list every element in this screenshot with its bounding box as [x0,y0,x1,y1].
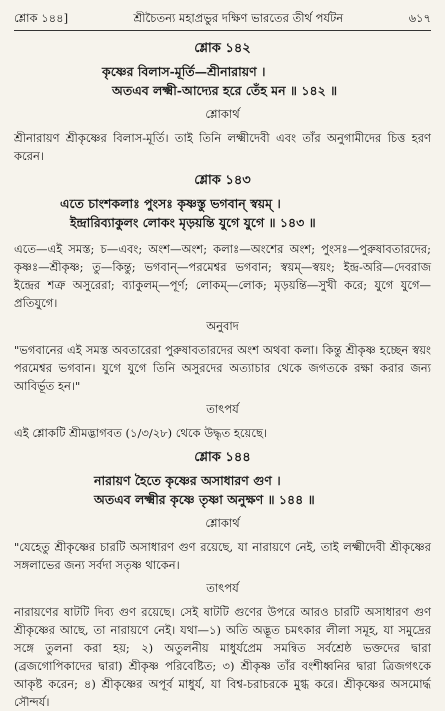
verse-144-line-1: নারায়ণ হৈতে কৃষ্ণের অসাধারণ গুণ । [94,473,281,488]
header-verse-ref: শ্লোক ১৪৪] [14,11,69,25]
verse-143-purport-title: তাৎপর্য [206,402,239,416]
header-rule [14,30,431,31]
verse-144-purport: নারায়ণের ষাটটি দিব্য গুণ রয়েছে। সেই ষাটটি গুণের উপরে আরও চারটি অসাধারণ গুণ শ্রীকৃষ্ণের আছে, তা নারায়ণে নেই। যথা—১) অতি অদ্ভূত চমৎকার লীলা সমূহ, যা সমুদ্রের সঙ্গে তুলনা করা হয়; ২) অতুলনীয় মাধুর্যপ্রেম সমন্বিত সর্বশ্রেষ্ঠ ভক্তদের দ্বারা (ব্রজগোপিকাদের দ্বারা) শ্রীকৃষ্ণ পরিবেষ্টিত; ৩) শ্রীকৃষ্ণ তাঁর বংশীধ্বনির দ্বারা ত্রিজগৎকে আকৃষ্ট করেন; ৪) শ্রীকৃষ্ণের অপূর্ব মাধুর্য, যা বিশ্ব-চরাচরকে মুগ্ধ করে। শ্রীকৃষ্ণের অসমোর্দ্ধ সৌন্দর্য। [14,605,431,709]
verse-143-purport: এই শ্লোকটি শ্রীমদ্ভাগবত (১/৩/২৮) থেকে উদ্ধৃত হয়েছে। [14,426,268,440]
verse-142-number: শ্লোক ১৪২ [194,41,251,56]
verse-143-synonyms: এতে—এই সমস্ত; চ—এবং; অংশ—অংশ; কলাঃ—অংশের অংশ; পুংসঃ—পুরুষাবতারদের; কৃষ্ণঃ—শ্রীকৃষ্ণ; তু—কিন্তু; ভগবান্—পরমেশ্বর ভগবান; স্বয়ম্—স্বয়ং; ইন্দ্র-অরি—দেবরাজ ইন্দ্রের শত্রু অসুরেরা; ব্যাকুলম্—পূর্ণ; লোকম্—লোক; মৃড়য়ন্তি—সুখী করে; যুগে যুগে—প্রতিযুগে। [14,242,431,310]
verse-143-translation-title: অনুবাদ [206,319,239,333]
verse-143-translation: "ভগবানের এই সমস্ত অবতারেরা পুরুষাবতারদের অংশ অথবা কলা। কিন্তু শ্রীকৃষ্ণ হচ্ছেন স্বয়ং পরমেশ্বর ভগবান। যুগে যুগে তিনি অসুরদের অত্যাচার থেকে জগতকে রক্ষা করার জন্য আবির্ভূত হন।" [14,343,431,393]
verse-142-translation: শ্রীনারায়ণ শ্রীকৃষ্ণের বিলাস-মূর্তি। তাই তিনি লক্ষ্মীদেবী এবং তাঁর অনুগামীদের চিত্ত হরণ করেন। [14,131,431,163]
verse-143-number: শ্লোক ১৪৩ [194,173,251,188]
verse-144-translation: "যেহেতু শ্রীকৃষ্ণের চারটি অসাধারণ গুণ রয়েছে, যা নারায়ণে নেই, তাই লক্ষ্মীদেবী শ্রীকৃষ্ণের সঙ্গলাভের জন্য সর্বদা সতৃষ্ণ থাকেন। [14,540,431,572]
verse-144-translation-title: শ্লোকার্থ [205,516,240,530]
page-number: ৬১৭ [408,11,431,25]
verse-144-line-2: অতএব লক্ষ্মীর কৃষ্ণে তৃষ্ণা অনুক্ষণ ॥ ১৪৪ ॥ [94,492,315,507]
verse-143-line-2: ইন্দ্রারিব্যাকুলং লোকং মৃড়য়ন্তি যুগে যুগে ॥ ১৪৩ ॥ [70,215,316,230]
verse-142-line-2: অতএব লক্ষ্মী-আদ্যের হরে তেঁহ মন ॥ ১৪২ ॥ [112,83,338,98]
verse-143-line-1: এতে চাংশকলাঃ পুংসঃ কৃষ্ণস্তু ভগবান্ স্বয়ম্ । [60,196,281,211]
verse-142-line-1: কৃষ্ণের বিলাস-মূর্তি—শ্রীনারায়ণ । [102,64,266,79]
verse-144-purport-title: তাৎপর্য [206,581,239,595]
verse-142-translation-title: শ্লোকার্থ [205,107,240,121]
header-chapter-title: শ্রীচৈতন্য মহাপ্রভুর দক্ষিণ ভারতের তীর্থ পর্যটন [133,11,344,25]
running-head [14,10,431,28]
verse-144-number: শ্লোক ১৪৪ [194,450,251,465]
